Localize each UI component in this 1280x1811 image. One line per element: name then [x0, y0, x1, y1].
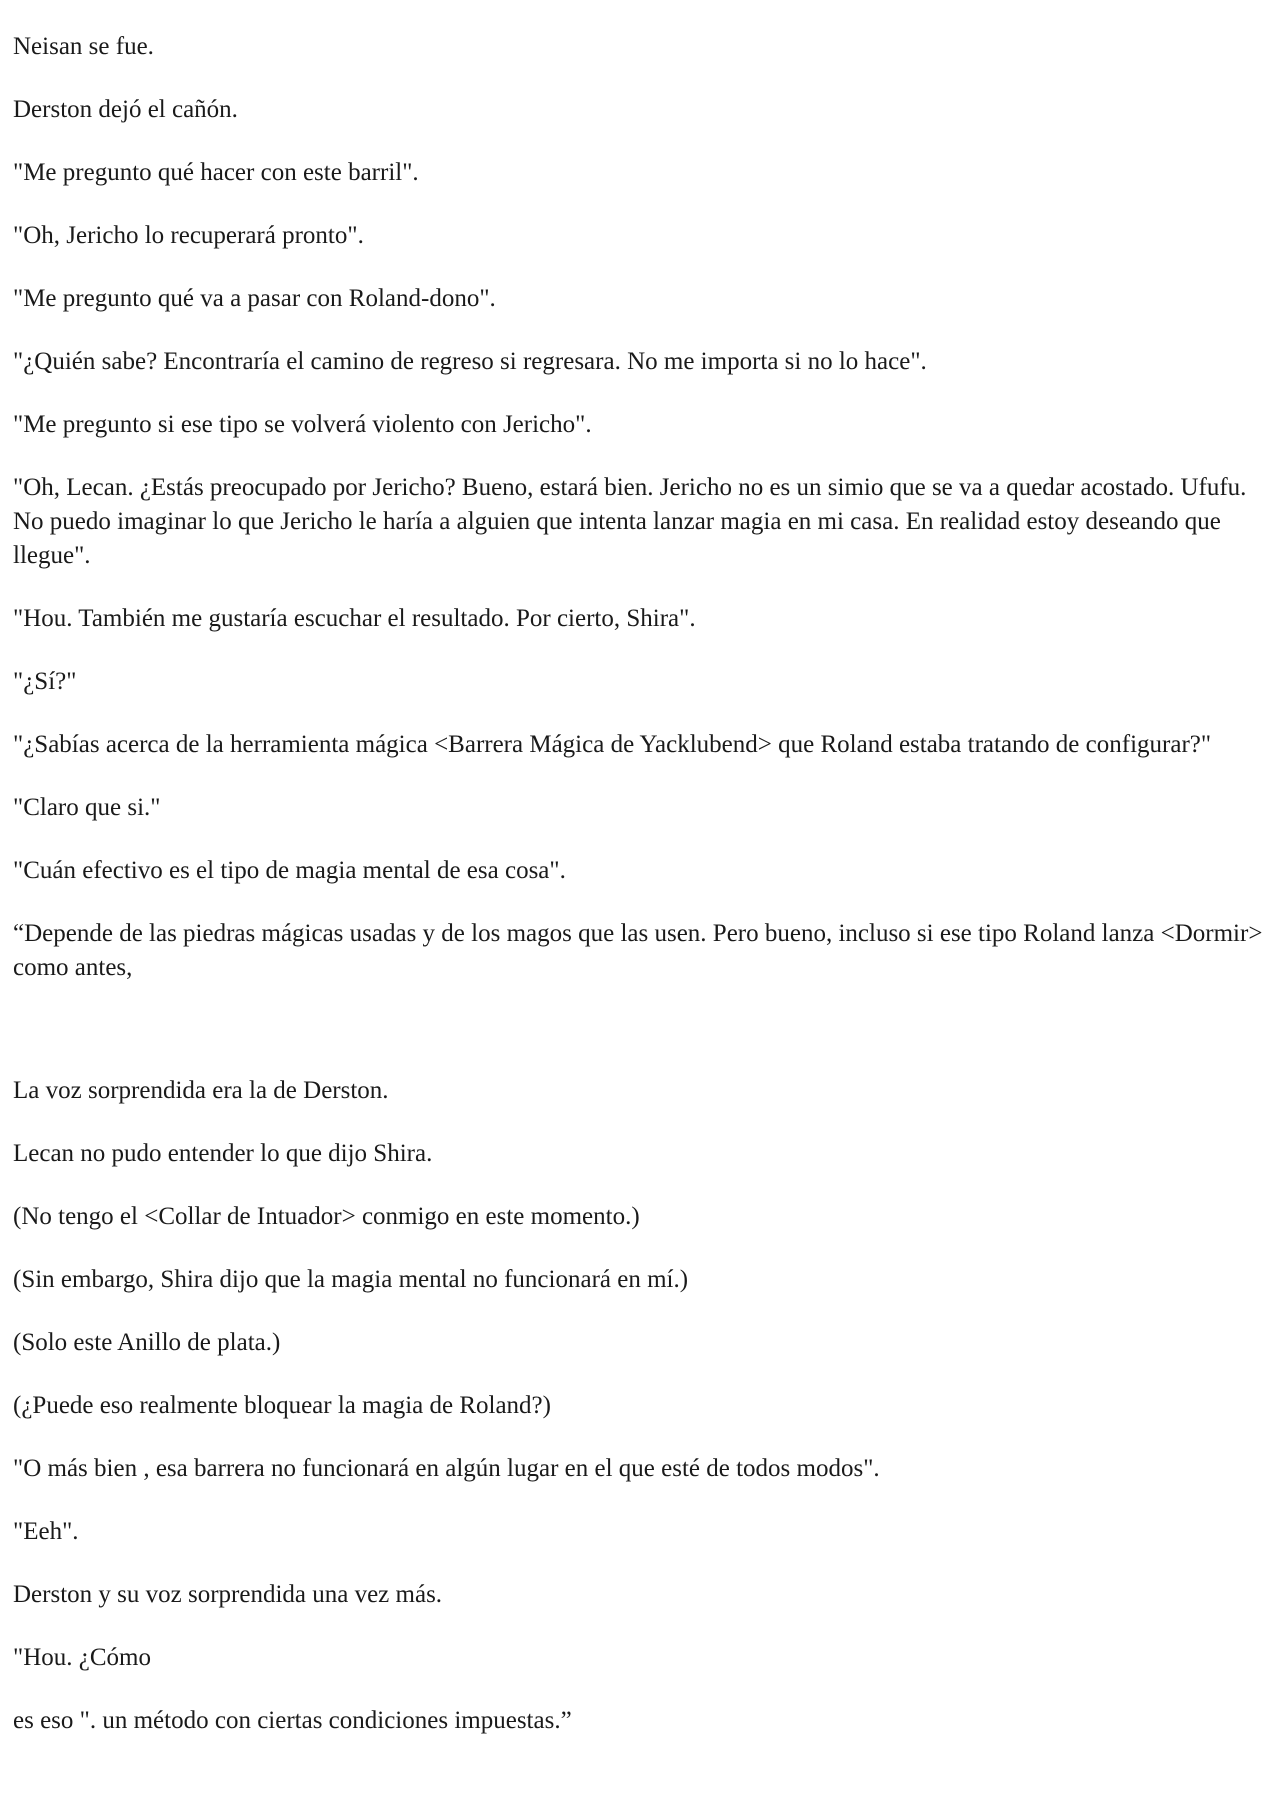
paragraph: es eso ". un método con ciertas condiciones impuestas.” — [13, 1707, 572, 1734]
paragraph: Neisan se fue. — [13, 33, 154, 60]
paragraph: La voz sorprendida era la de Derston. — [13, 1077, 389, 1104]
paragraph: "Me pregunto si ese tipo se volverá violento con Jericho". — [13, 411, 592, 438]
paragraph: "Claro que si." — [13, 794, 161, 821]
document-body — [13, 30, 1263, 1767]
paragraph: (Solo este Anillo de plata.) — [13, 1329, 281, 1356]
paragraph: "Cuán efectivo es el tipo de magia mental de esa cosa". — [13, 857, 566, 884]
paragraph: (¿Puede eso realmente bloquear la magia de Roland?) — [13, 1392, 551, 1419]
paragraph: "Me pregunto qué va a pasar con Roland-dono". — [13, 285, 496, 312]
paragraph: "Hou. También me gustaría escuchar el resultado. Por cierto, Shira". — [13, 605, 696, 632]
paragraph: "Oh, Lecan. ¿Estás preocupado por Jericho? Bueno, estará bien. Jericho no es un simio que se va a quedar acostado. Ufufu. No puedo imaginar lo que Jericho le haría a alguien que intenta lanzar magia en mi casa. En realidad estoy deseando que llegue". — [13, 474, 1247, 569]
paragraph: "¿Sí?" — [13, 668, 77, 695]
paragraph: (Sin embargo, Shira dijo que la magia mental no funcionará en mí.) — [13, 1266, 689, 1293]
paragraph: Derston y su voz sorprendida una vez más. — [13, 1581, 443, 1608]
paragraph: “Depende de las piedras mágicas usadas y de los magos que las usen. Pero bueno, incluso si ese tipo Roland lanza <Dormir> como antes, — [13, 920, 1263, 981]
paragraph: "¿Sabías acerca de la herramienta mágica <Barrera Mágica de Yacklubend> que Roland estaba tratando de configurar?" — [13, 731, 1212, 758]
paragraph: "Hou. ¿Cómo — [13, 1644, 151, 1671]
paragraph: "Oh, Jericho lo recuperará pronto". — [13, 222, 364, 249]
paragraph: (No tengo el <Collar de Intuador> conmigo en este momento.) — [13, 1203, 640, 1230]
paragraph: "O más bien , esa barrera no funcionará en algún lugar en el que esté de todos modos". — [13, 1455, 880, 1482]
paragraph: Lecan no pudo entender lo que dijo Shira. — [13, 1140, 433, 1167]
paragraph: Derston dejó el cañón. — [13, 96, 238, 123]
paragraph: "Me pregunto qué hacer con este barril". — [13, 159, 419, 186]
paragraph: "¿Quién sabe? Encontraría el camino de regreso si regresara. No me importa si no lo hace". — [13, 348, 927, 375]
paragraph: "Eeh". — [13, 1518, 79, 1545]
